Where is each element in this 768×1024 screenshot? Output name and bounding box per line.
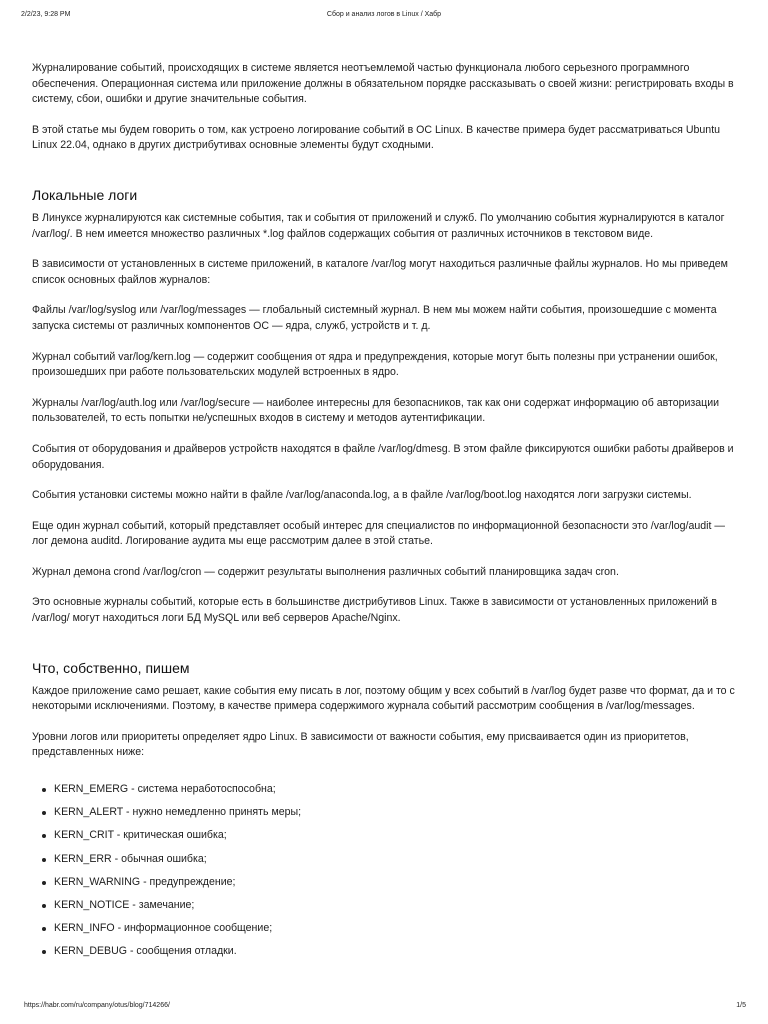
paragraph: Еще один журнал событий, который представляет особый интерес для специалистов по информационной безопасности это /var/log/audit — лог демона auditd. Логирование аудита мы еще рассмотрим далее в этой статье.	[32, 519, 725, 548]
print-header	[0, 11, 768, 23]
intro-paragraph: В этой статье мы будем говорить о том, как устроено логирование событий в ОС Linux. В качестве примера будет рассматриваться Ubuntu Linux 22.04, однако в других дистрибутивах основные элементы будут сходными.	[32, 123, 721, 152]
list-item: KERN_DEBUG - сообщения отладки.	[32, 944, 742, 960]
paragraph: В зависимости от установленных в системе приложений, в каталоге /var/log могут находиться различные файлы журналов. Но мы приведем список основных файлов журналов:	[32, 258, 728, 286]
list-item: KERN_NOTICE - замечание;	[32, 898, 742, 914]
list-item: KERN_CRIT - критическая ошибка;	[32, 828, 742, 844]
print-date: 2/2/23, 9:28 PM	[21, 11, 71, 18]
list-item: KERN_INFO - информационное сообщение;	[32, 921, 742, 937]
intro-paragraph: Журналирование событий, происходящих в системе является неотъемлемой частью функционала любого серьезного программного обеспечения. Операционная система или приложение должны в обязательном порядке рассказывать о своей жизни: регистрировать входы в систему, сбои, ошибки и другие значительные события.	[32, 62, 734, 106]
list-item: KERN_WARNING - предупреждение;	[32, 875, 742, 891]
paragraph: Файлы /var/log/syslog или /var/log/messages — глобальный системный журнал. В нем мы можем найти события, произошедшие с момента запуска системы от различных компонентов ОС — ядра, служб, устройств и т. д.	[32, 304, 717, 332]
article-body	[32, 61, 742, 968]
paragraph: События от оборудования и драйверов устройств находятся в файле /var/log/dmesg. В этом файле фиксируются ошибки работы драйверов и оборудования.	[32, 442, 734, 471]
paragraph: Журнал событий var/log/kern.log — содержит сообщения от ядра и предупреждения, которые могут быть полезны при устранении ошибок, произошедших при работе пользовательских модулей встроенных в ядро.	[32, 350, 718, 379]
paragraph: В Линуксе журналируются как системные события, так и события от приложений и служб. По умолчанию события журналируются в каталог /var/log/. В нем имеется множество различных *.log файлов содержащих события от различных источников в текстовом виде.	[32, 211, 725, 240]
page-number: 1/5	[736, 1002, 746, 1009]
section-heading-local-logs: Локальные логи	[32, 186, 138, 203]
paragraph: События установки системы можно найти в файле /var/log/anaconda.log, а в файле /var/log/boot.log находятся логи загрузки системы.	[32, 489, 692, 502]
section-heading-what-we-log: Что, собственно, пишем	[32, 659, 190, 676]
paragraph: Это основные журналы событий, которые есть в большинстве дистрибутивов Linux. Также в зависимости от установленных приложений в /var/log/ могут находиться логи БД MySQL или веб серверов Apache/Nginx.	[32, 596, 718, 625]
list-item: KERN_EMERG - система неработоспособна;	[32, 782, 742, 798]
print-footer	[0, 1002, 768, 1014]
paragraph: Уровни логов или приоритеты определяет ядро Linux. В зависимости от важности события, ему присваивается один из приоритетов, представленных ниже:	[32, 730, 689, 759]
print-page-title: Сбор и анализ логов в Linux / Хабр	[326, 11, 442, 18]
list-item: KERN_ERR - обычная ошибка;	[32, 852, 742, 868]
paragraph: Журнал демона crond /var/log/cron — содержит результаты выполнения различных событий планировщика задач cron.	[32, 565, 619, 578]
list-item: KERN_ALERT - нужно немедленно принять меры;	[32, 805, 742, 821]
print-url[interactable]: https://habr.com/ru/company/otus/blog/714266/	[24, 1002, 170, 1009]
paragraph: Каждое приложение само решает, какие события ему писать в лог, поэтому общим у всех событий в /var/log будет разве что формат, да и то с некоторыми исключениями. Поэтому, в качестве примера содержимого журнала событий рассмотрим сообщения в /var/log/messages.	[32, 684, 735, 713]
paragraph: Журналы /var/log/auth.log или /var/log/secure — наиболее интересны для безопасников, так как они содержат информацию об авторизации пользователей, то есть попытки не/успешных входов в систему и методов аутентификации.	[32, 396, 720, 425]
log-levels-list	[32, 782, 742, 960]
